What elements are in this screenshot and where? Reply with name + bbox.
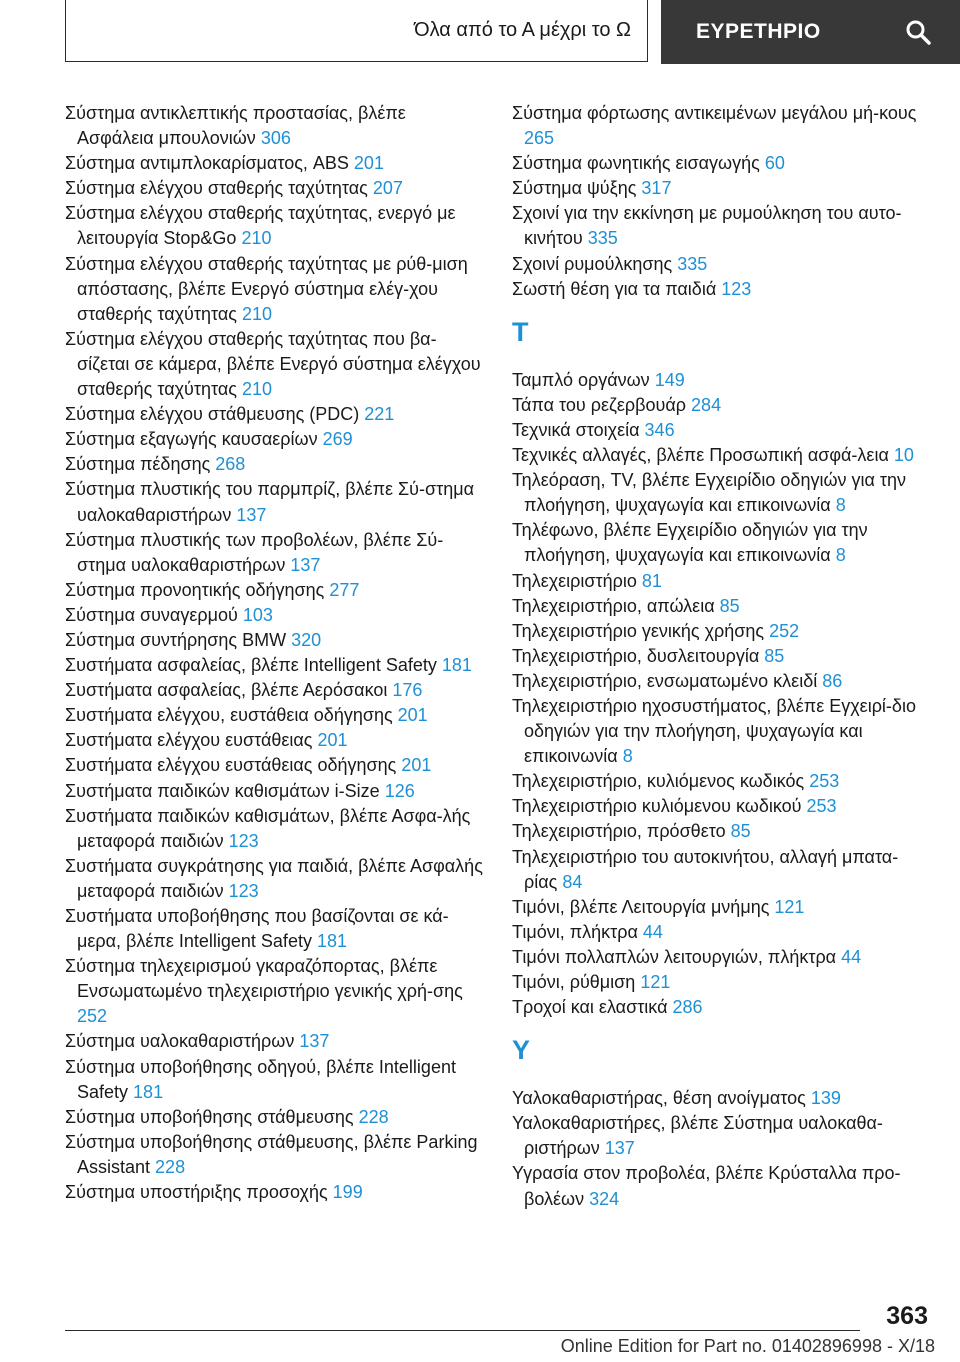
index-entry-text: Τιμόνι, πλήκτρα bbox=[512, 921, 638, 942]
page-reference-link[interactable]: 253 bbox=[809, 771, 840, 792]
index-entry-text: Σύστημα ελέγχου στάθμευσης (PDC) bbox=[65, 404, 360, 425]
index-entry bbox=[512, 518, 930, 568]
page-reference-link[interactable]: 85 bbox=[764, 645, 785, 666]
index-entry bbox=[65, 753, 483, 778]
page-reference-link[interactable]: 123 bbox=[721, 278, 752, 299]
index-entry bbox=[512, 819, 930, 844]
index-entry bbox=[65, 327, 483, 402]
index-entry-text: Σύστημα ελέγχου σταθερής ταχύτητας με ρύθ-μιση απόστασης, βλέπε Ενεργό σύστημα ελέγ-χου σταθερής ταχύτητας bbox=[65, 253, 468, 324]
index-entry bbox=[65, 402, 483, 427]
index-entry bbox=[65, 452, 483, 477]
index-entry bbox=[512, 1161, 930, 1211]
page-reference-link[interactable]: 207 bbox=[372, 178, 403, 199]
page-reference-link[interactable]: 221 bbox=[364, 404, 395, 425]
index-entry bbox=[512, 201, 930, 251]
index-entry-text: Σύστημα συναγερμού bbox=[65, 604, 238, 625]
index-entry-text: Σύστημα εξαγωγής καυσαερίων bbox=[65, 429, 318, 450]
index-entry bbox=[65, 603, 483, 628]
page-number: 363 bbox=[886, 1302, 928, 1330]
index-entry bbox=[65, 252, 483, 327]
index-entry bbox=[65, 1180, 483, 1205]
index-entry bbox=[512, 594, 930, 619]
page-reference-link[interactable]: 201 bbox=[353, 153, 384, 174]
index-entry bbox=[512, 151, 930, 176]
index-entry bbox=[512, 619, 930, 644]
page-reference-link[interactable]: 123 bbox=[228, 830, 259, 851]
index-entry bbox=[512, 845, 930, 895]
index-entry-text: Τηλεχειριστήριο ηχοσυστήματος, βλέπε Εγχειρί-διο οδηγιών για την πλοήγηση, ψυχαγωγία και επικοινωνία bbox=[512, 695, 916, 767]
index-entry bbox=[65, 954, 483, 1029]
index-entry bbox=[512, 101, 930, 151]
index-entry-text: Σύστημα ψύξης bbox=[512, 178, 637, 199]
index-entry bbox=[512, 769, 930, 794]
index-entry-text: Τηλεχειριστήριο bbox=[512, 570, 637, 591]
tab-index-label: ΕΥΡΕΤΗΡΙΟ bbox=[696, 20, 821, 43]
index-entry bbox=[512, 995, 930, 1020]
index-entry bbox=[512, 895, 930, 920]
page-reference-link[interactable]: 306 bbox=[260, 128, 291, 149]
page-reference-link[interactable]: 121 bbox=[640, 972, 671, 992]
page-reference-link[interactable]: 277 bbox=[329, 579, 360, 600]
index-entry bbox=[512, 569, 930, 594]
page-reference-link[interactable]: 201 bbox=[397, 705, 428, 726]
top-navigation bbox=[65, 0, 960, 64]
page-reference-link[interactable]: 269 bbox=[322, 429, 353, 450]
index-entry bbox=[65, 703, 483, 728]
index-entry bbox=[512, 644, 930, 669]
index-entry-text: Τηλεχειριστήριο γενικής χρήσης bbox=[512, 620, 765, 641]
index-entry-text: Συστήματα ασφαλείας, βλέπε Intelligent Safety bbox=[65, 655, 437, 676]
index-entry-text: Σύστημα υαλοκαθαριστήρων bbox=[65, 1031, 295, 1052]
index-entry bbox=[65, 151, 483, 176]
page-reference-link[interactable]: 137 bbox=[604, 1138, 635, 1159]
index-entry bbox=[512, 970, 930, 995]
page-reference-link[interactable]: 210 bbox=[241, 228, 272, 249]
index-entry bbox=[512, 468, 930, 518]
page-reference-link[interactable]: 137 bbox=[236, 504, 267, 525]
index-entry-text: Σύστημα πλυστικής των προβολέων, βλέπε Σύ-στημα υαλοκαθαριστήρων bbox=[65, 529, 444, 575]
index-entry-text: Συστήματα παιδικών καθισμάτων, βλέπε Ασφα-λής μεταφορά παιδιών bbox=[65, 805, 471, 851]
index-entry bbox=[512, 945, 930, 970]
page-reference-link[interactable]: 137 bbox=[299, 1031, 330, 1052]
page-reference-link[interactable]: 252 bbox=[77, 1006, 108, 1027]
index-entry-text: Τηλεχειριστήριο, δυσλειτουργία bbox=[512, 645, 760, 666]
index-entry-text: Τηλεχειριστήριο, ενσωματωμένο κλειδί bbox=[512, 670, 818, 691]
index-entry-text: Τηλεχειριστήριο κυλιόμενου κωδικού bbox=[512, 796, 802, 817]
index-entry-text: Σύστημα φωνητικής εισαγωγής bbox=[512, 153, 760, 174]
index-entry bbox=[512, 176, 930, 201]
index-entry-text: Συστήματα συγκράτησης για παιδιά, βλέπε Ασφαλής μεταφορά παιδιών bbox=[65, 855, 483, 901]
page-reference-link[interactable]: 103 bbox=[242, 604, 273, 625]
page-reference-link[interactable]: 85 bbox=[730, 821, 751, 842]
search-icon[interactable] bbox=[905, 19, 931, 45]
index-entry-text: Σύστημα συντήρησης BMW bbox=[65, 629, 287, 650]
page-reference-link[interactable]: 60 bbox=[764, 153, 785, 174]
index-entry-text: Τροχοί και ελαστικά bbox=[512, 997, 668, 1018]
index-entry bbox=[65, 528, 483, 578]
page-reference-link[interactable]: 176 bbox=[392, 680, 423, 701]
index-entry-text: Συστήματα υποβοήθησης που βασίζονται σε κά-μερα, βλέπε Intelligent Safety bbox=[65, 906, 449, 952]
page-reference-link[interactable]: 335 bbox=[677, 253, 708, 274]
page-reference-link[interactable]: 86 bbox=[822, 670, 843, 691]
page-reference-link[interactable]: 181 bbox=[441, 655, 472, 676]
page-reference-link[interactable]: 317 bbox=[641, 178, 672, 199]
page-reference-link[interactable]: 335 bbox=[587, 228, 618, 249]
index-column-left bbox=[65, 101, 483, 1205]
index-entry-text: Τιμόνι πολλαπλών λειτουργιών, πλήκτρα bbox=[512, 946, 837, 967]
index-entry-text: Σύστημα πλυστικής του παρμπρίζ, βλέπε Σύ-στημα υαλοκαθαριστήρων bbox=[65, 479, 474, 525]
index-entry bbox=[65, 201, 483, 251]
index-entry-text: Σύστημα τηλεχειρισμού γκαραζόπορτας, βλέπε Ενσωματωμένο τηλεχειριστήριο γενικής χρή-σης bbox=[65, 956, 463, 1002]
index-entry-text: Σύστημα υποβοήθησης στάθμευσης, βλέπε Parking Assistant bbox=[65, 1131, 478, 1177]
page-reference-link[interactable]: 284 bbox=[691, 394, 722, 415]
page-reference-link[interactable]: 10 bbox=[893, 445, 914, 466]
page-reference-link[interactable]: 123 bbox=[228, 880, 259, 901]
index-entry bbox=[512, 920, 930, 945]
page-reference-link[interactable]: 346 bbox=[644, 419, 675, 440]
page-reference-link[interactable]: 201 bbox=[401, 755, 432, 776]
index-entry-text: Τεχνικά στοιχεία bbox=[512, 419, 640, 440]
index-entry bbox=[65, 427, 483, 452]
index-entry-text: Ταμπλό οργάνων bbox=[512, 369, 650, 390]
index-entry bbox=[65, 176, 483, 201]
index-entry bbox=[65, 628, 483, 653]
page-reference-link[interactable]: 137 bbox=[290, 554, 321, 575]
index-entry-text: Υαλοκαθαριστήρας, θέση ανοίγματος bbox=[512, 1088, 806, 1109]
tab-a-to-z[interactable]: Όλα από το Α μέχρι το Ω bbox=[65, 0, 648, 62]
index-entry-text: Σύστημα πέδησης bbox=[65, 454, 211, 475]
page-reference-link[interactable]: 181 bbox=[133, 1081, 164, 1102]
index-entry bbox=[65, 678, 483, 703]
page-reference-link[interactable]: 228 bbox=[155, 1156, 186, 1177]
index-entry-text: Τηλέφωνο, βλέπε Εγχειρίδιο οδηγιών για την πλοήγηση, ψυχαγωγία και επικοινωνία bbox=[512, 520, 868, 566]
page-reference-link[interactable]: 199 bbox=[332, 1182, 363, 1203]
index-entry bbox=[65, 904, 483, 954]
index-entry-text: Τηλεχειριστήριο, κυλιόμενος κωδικός bbox=[512, 771, 805, 792]
page-reference-link[interactable]: 210 bbox=[241, 379, 273, 400]
index-entry-text: Τηλεόραση, TV, βλέπε Εγχειρίδιο οδηγιών για την πλοήγηση, ψυχαγωγία και επικοινωνία bbox=[512, 470, 907, 516]
index-entry-text: Υαλοκαθαριστήρες, βλέπε Σύστημα υαλοκαθα-ριστήρων bbox=[512, 1113, 883, 1159]
index-entry-text: Τηλεχειριστήριο του αυτοκινήτου, αλλαγή μπατα-ρίας bbox=[512, 846, 899, 892]
page-reference-link[interactable]: 121 bbox=[774, 896, 805, 917]
page-reference-link[interactable]: 181 bbox=[316, 931, 348, 952]
index-entry-text: Τιμόνι, βλέπε Λειτουργία μνήμης bbox=[512, 896, 770, 917]
page-reference-link[interactable]: 324 bbox=[589, 1188, 620, 1209]
index-entry bbox=[65, 1055, 483, 1105]
page-reference-link[interactable]: 252 bbox=[769, 620, 800, 641]
index-entry-text: Τάπα του ρεζερβουάρ bbox=[512, 394, 687, 415]
index-entry-text: Σχοινί για την εκκίνηση με ρυμούλκηση του αυτο-κινήτου bbox=[512, 203, 902, 249]
index-entry bbox=[512, 252, 930, 277]
index-entry bbox=[65, 779, 483, 804]
index-entry-text: Τηλεχειριστήριο, πρόσθετο bbox=[512, 821, 726, 842]
page-reference-link[interactable]: 265 bbox=[524, 128, 555, 149]
index-column-right bbox=[512, 101, 930, 1212]
index-entry-text: Σωστή θέση για τα παιδιά bbox=[512, 278, 717, 299]
index-entry-text: Σύστημα αντιμπλοκαρίσματος, ABS bbox=[65, 153, 349, 174]
page-reference-link[interactable]: 149 bbox=[654, 369, 685, 390]
page-reference-link[interactable]: 253 bbox=[806, 796, 837, 817]
index-entry-text: Συστήματα παιδικών καθισμάτων i-Size bbox=[65, 780, 380, 801]
index-entry bbox=[512, 277, 930, 302]
index-entry bbox=[65, 477, 483, 527]
page-reference-link[interactable]: 84 bbox=[562, 871, 583, 892]
index-entry-text: Συστήματα ελέγχου ευστάθειας bbox=[65, 730, 313, 751]
index-entry-text: Σύστημα ελέγχου σταθερής ταχύτητας bbox=[65, 178, 368, 199]
page-reference-link[interactable]: 8 bbox=[835, 495, 846, 516]
index-entry-text: Σχοινί ρυμούλκησης bbox=[512, 253, 673, 274]
page-reference-link[interactable]: 44 bbox=[841, 946, 862, 967]
index-entry bbox=[512, 669, 930, 694]
page-reference-link[interactable]: 228 bbox=[358, 1106, 389, 1127]
index-entry-text: Σύστημα υποστήριξης προσοχής bbox=[65, 1182, 328, 1203]
index-entry bbox=[65, 578, 483, 603]
index-entry-text: Σύστημα αντικλεπτικής προστασίας, βλέπε Ασφάλεια μπουλονιών bbox=[65, 103, 406, 149]
page-reference-link[interactable]: 320 bbox=[291, 629, 322, 650]
index-entry bbox=[65, 653, 483, 678]
index-entry bbox=[65, 728, 483, 753]
index-entry bbox=[512, 368, 930, 393]
index-entry bbox=[512, 443, 930, 468]
footer-divider bbox=[65, 1330, 860, 1331]
index-entry bbox=[512, 418, 930, 443]
index-entry-text: Σύστημα υποβοήθησης στάθμευσης bbox=[65, 1106, 354, 1127]
index-entry bbox=[65, 1029, 483, 1054]
tab-index[interactable] bbox=[661, 0, 960, 64]
page-reference-link[interactable]: 81 bbox=[641, 570, 662, 591]
index-entry-text: Σύστημα ελέγχου σταθερής ταχύτητας που βα-σίζεται σε κάμερα, βλέπε Ενεργό σύστημα ελέγχου σταθερής ταχύτητας bbox=[65, 328, 481, 400]
page-reference-link[interactable]: 44 bbox=[642, 921, 663, 942]
index-entry-text: Συστήματα ελέγχου, ευστάθεια οδήγησης bbox=[65, 705, 393, 726]
page-reference-link[interactable]: 85 bbox=[719, 595, 740, 616]
index-entry-text: Τεχνικές αλλαγές, βλέπε Προσωπική ασφά-λεια bbox=[512, 445, 889, 466]
index-entry-text: Συστήματα ελέγχου ευστάθειας οδήγησης bbox=[65, 755, 397, 776]
index-entry bbox=[512, 694, 930, 769]
index-entry-text: Σύστημα ελέγχου σταθερής ταχύτητας, ενεργό με λειτουργία Stop&Go bbox=[65, 203, 456, 249]
index-entry-text: Σύστημα υποβοήθησης οδηγού, βλέπε Intelligent Safety bbox=[65, 1056, 456, 1102]
footer-edition-text: Online Edition for Part no. 01402896998 - X/18 bbox=[560, 1336, 935, 1356]
page-reference-link[interactable]: 126 bbox=[384, 780, 415, 801]
index-entry bbox=[512, 393, 930, 418]
index-entry bbox=[65, 854, 483, 904]
page-reference-link[interactable]: 8 bbox=[622, 746, 633, 767]
index-entry-text: Τηλεχειριστήριο, απώλεια bbox=[512, 595, 715, 616]
page-reference-link[interactable]: 201 bbox=[317, 730, 348, 751]
index-entry bbox=[512, 1086, 930, 1111]
index-entry bbox=[65, 1130, 483, 1180]
index-entry-text: Τιμόνι, ρύθμιση bbox=[512, 972, 636, 992]
index-entry bbox=[512, 1111, 930, 1161]
page-reference-link[interactable]: 139 bbox=[810, 1088, 841, 1109]
index-entry bbox=[65, 1105, 483, 1130]
page-reference-link[interactable]: 8 bbox=[835, 545, 846, 566]
index-entry-text: Συστήματα ασφαλείας, βλέπε Αερόσακοι bbox=[65, 680, 388, 701]
index-entry-text: Σύστημα φόρτωσης αντικειμένων μεγάλου μή-κους bbox=[512, 103, 917, 123]
page-reference-link[interactable]: 210 bbox=[241, 303, 273, 324]
index-entry-text: Υγρασία στον προβολέα, βλέπε Κρύσταλλα προ-βολέων bbox=[512, 1163, 901, 1209]
index-entry bbox=[512, 794, 930, 819]
page-reference-link[interactable]: 268 bbox=[215, 454, 246, 475]
page-reference-link[interactable]: 286 bbox=[672, 997, 703, 1018]
index-entry bbox=[65, 101, 483, 151]
index-entry-text: Σύστημα προνοητικής οδήγησης bbox=[65, 579, 325, 600]
section-letter-t: T bbox=[512, 316, 529, 347]
index-entry bbox=[65, 804, 483, 854]
section-letter-y: Y bbox=[512, 1035, 531, 1066]
